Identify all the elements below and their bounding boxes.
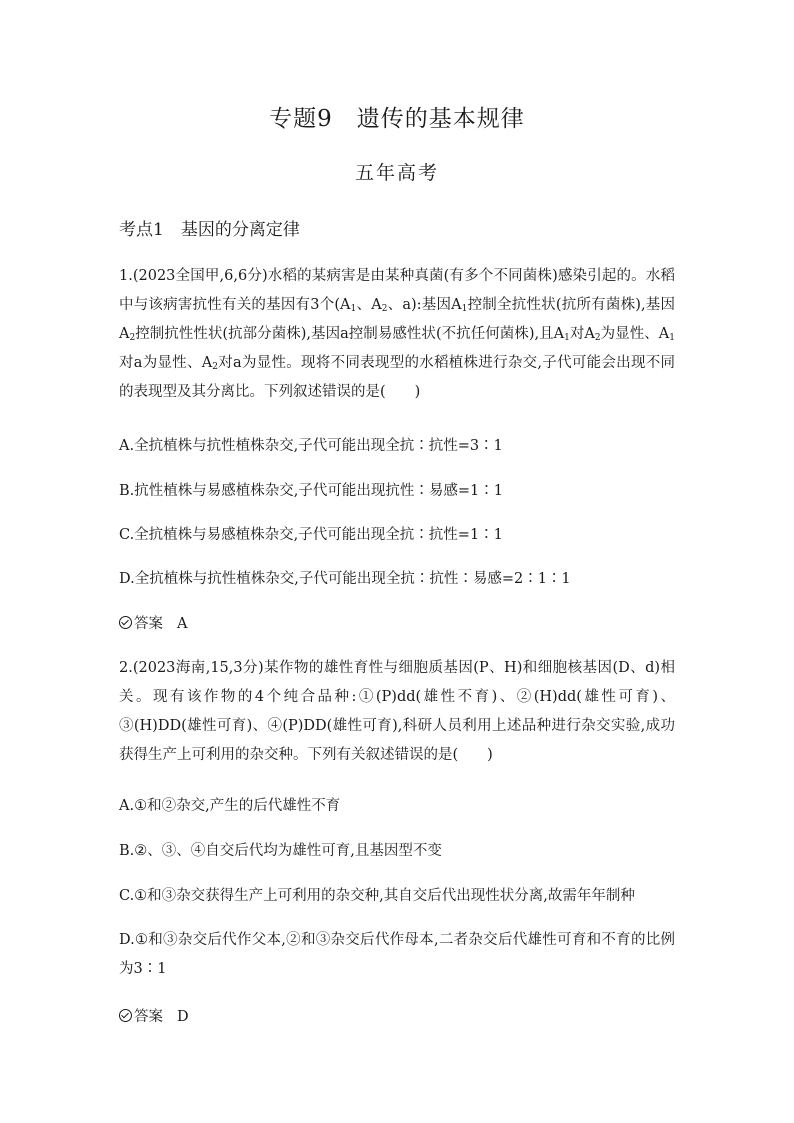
question-2-stem: 2.(2023海南,15,3分)某作物的雄性育性与细胞质基因(P、H)和细胞核基因(D、d)相关。现有该作物的4个纯合品种:①(P)dd(雄性不育)、②(H)dd(雄性可育)、③(H)DD(雄性可育)、④(P)DD(雄性可育),科研人员利用上述品种进行杂交实验,成功获得生产上可利用的杂交种。下列有关叙述错误的是( ) bbox=[119, 660, 675, 763]
answer-label: 答案 bbox=[134, 616, 163, 632]
question-1-option-a: A.全抗植株与抗性植株杂交,子代可能出现全抗∶抗性=3∶1 bbox=[119, 438, 503, 454]
answer-check-icon bbox=[119, 1009, 132, 1022]
question-2-option-b: B.②、③、④自交后代均为雄性可育,且基因型不变 bbox=[119, 843, 442, 859]
question-1-option-c: C.全抗植株与易感植株杂交,子代可能出现全抗∶抗性=1∶1 bbox=[119, 527, 503, 543]
question-2-option-c: C.①和③杂交获得生产上可利用的杂交种,其自交后代出现性状分离,故需年年制种 bbox=[119, 888, 635, 904]
question-1-answer bbox=[119, 614, 187, 634]
question-2-option-d: D.①和③杂交后代作父本,②和③杂交后代作母本,二者杂交后代雄性可育和不育的比例为3∶1 bbox=[119, 932, 675, 977]
section-heading: 考点1 基因的分离定律 bbox=[119, 220, 300, 240]
question-1-stem: 1.(2023全国甲,6,6分)水稻的某病害是由某种真菌(有多个不同菌株)感染引起的。水稻中与该病害抗性有关的基因有3个($A_1$、$A_2$、a):基因$A_1$控制全抗性状(抗所有菌株),基因$A_2$控制抗性性状(抗部分菌株),基因a控制易感性状(不抗任何菌株),且$A_1$对$A_2$为显性、$A_1$对a为显性、$A_2$对a为显性。现将不同表现型的水稻植株进行杂交,子代可能会出现不同的表现型及其分离比。下列叙述错误的是( ) bbox=[119, 268, 675, 400]
question-1-option-b: B.抗性植株与易感植株杂交,子代可能出现抗性∶易感=1∶1 bbox=[119, 483, 503, 499]
answer-value: D bbox=[177, 1009, 189, 1025]
question-2-option-a: A.①和②杂交,产生的后代雄性不育 bbox=[119, 798, 341, 814]
answer-check-icon bbox=[119, 616, 132, 629]
answer-label: 答案 bbox=[134, 1009, 163, 1025]
question-1-option-d: D.全抗植株与抗性植株杂交,子代可能出现全抗∶抗性∶易感=2∶1∶1 bbox=[119, 571, 571, 587]
question-2-answer bbox=[119, 1007, 189, 1027]
page-subtitle: 五年高考 bbox=[354, 162, 439, 184]
page-title: 专题9 遗传的基本规律 bbox=[269, 106, 525, 132]
answer-value: A bbox=[177, 616, 188, 632]
